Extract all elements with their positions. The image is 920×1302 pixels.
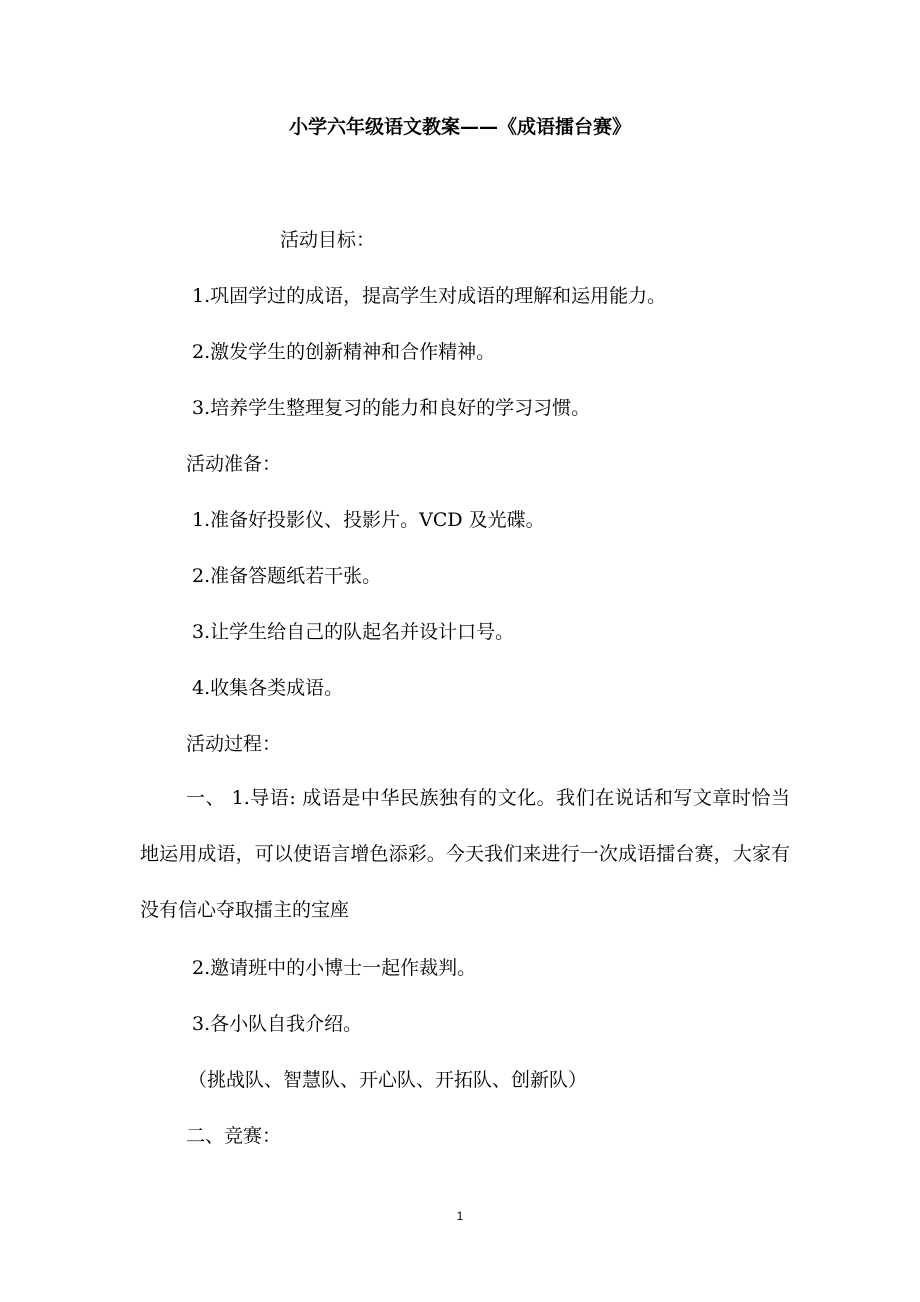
page-number: 1 [456,1209,464,1223]
teams-line: （挑战队、智慧队、开心队、开拓队、创新队） [188,1069,588,1091]
section-two-heading: 二、竞赛： [186,1125,282,1147]
process-item: 2.邀请班中的小博士一起作裁判。 [192,957,477,979]
goals-heading: 活动目标： [280,229,376,251]
intro-paragraph: 一、 1.导语: 成语是中华民族独有的文化。我们在说话和写文章时恰当地运用成语，可以使语言增色添彩。今天我们来进行一次成语擂台赛，大家有没有信心夺取擂主的宝座 [140,787,790,921]
prep-heading: 活动准备： [186,453,282,475]
prep-item: 2.准备答题纸若干张。 [192,565,382,587]
prep-item: 3.让学生给自己的队起名并设计口号。 [192,621,515,643]
prep-item: 4.收集各类成语。 [192,677,344,699]
process-item: 3.各小队自我介绍。 [192,1013,363,1035]
document-title: 小学六年级语文教案——《成语擂台赛》 [288,116,631,138]
process-heading: 活动过程： [186,733,282,755]
prep-item: 1.准备好投影仪、投影片。VCD 及光碟。 [192,509,545,531]
goal-item: 3.培养学生整理复习的能力和良好的学习习惯。 [192,397,591,419]
goal-item: 1.巩固学过的成语，提高学生对成语的理解和运用能力。 [192,285,667,307]
goal-item: 2.激发学生的创新精神和合作精神。 [192,341,496,363]
